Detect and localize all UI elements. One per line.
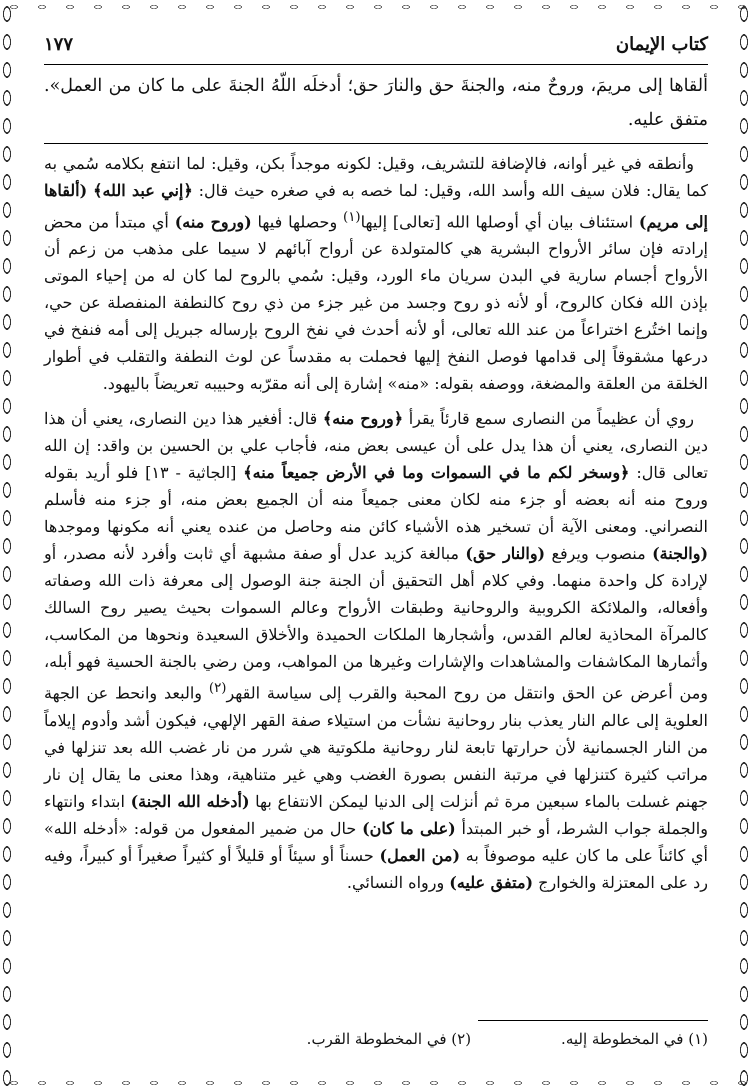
text-run: منصوب ويرفع [545,544,653,564]
text-run: ابتداء وانتهاء والجملة جواب الشرط، أو خبر المبتدأ [44,791,708,838]
text-run: روي أن عظيماً من النصارى سمع قارئاً يقرأ [403,409,695,429]
hadith-text [44,69,708,144]
commentary [44,150,708,896]
quoted-text: (على ما كان) [362,818,456,838]
footnote-1: (١) في المخطوطة إليه. [561,1030,708,1048]
book-page [44,24,708,1074]
quoted-text: ﴿إني عبد الله﴾ [93,181,193,200]
page-number: ١٧٧ [44,33,74,55]
text-run: والبعد وانحط عن الجهة العلوية إلى عالم النار يعذب بنار روحانية نشأت من استيلاء صفة القهر الإلهي، فيكون أشد وأدوم إيلاماً من النار الجسمانية لأن حرارتها تابعة لنار روحانية ملكوتية هي شرر من نار غضب الله بعد تنزلها في مراتب كثيرة كتنزلها في مرتبة النفس بصورة الغضب وهي غير متناهية، وهذا معنى ما يقال إن نار جهنم غسلت بالماء سبعين مرة ثم أنزلت إلى الدنيا ليمكن الانتفاع بها [44,683,708,811]
decorative-border-left [0,0,14,1090]
text-run: وحصلها فيها [251,212,344,232]
text-run: [الجاثية - ١٣] فلو أريد بقوله وروح منه أنه بعضه أو جزء منه لكان معنى جميعاً منه أن الجميع بعض منه، أو جزء منه فأسلم النصراني. ومعنى الآية أن تسخير هذه الأشياء كائن منه وحاصل من عنده يعني أنه مكونها وموجدها [44,463,708,537]
commentary-paragraph [44,405,708,895]
footnotes [44,1030,708,1048]
footnote-2: (٢) في المخطوطة القرب. [306,1030,472,1048]
quoted-text: ﴿وسخر لكم ما في السموات وما في الأرض جميعاً منه﴾ [243,463,630,483]
quoted-text: (متفق عليه) [449,872,534,892]
text-run: مبالغة كزيد عدل أو صفة مشبهة أي ثابت وأفرد لأنه مصدر، أو لإرادة كل واحدة منهما. وفي كلام أهل التحقيق أن الجنة جنة الوصول إلى معرفة ذات الله وصفاته وأفعاله، والملائكة الكروبية والروحانية وطبقات الأرواح وعالم السموات بحيث يصير روح السالك كالمرآة المحاذية لعالم القدس، وأشجارها الملكات الحميدة والأخلاق السعيدة ونحوها من المكاسب، وأثمارها المكاشفات والمشاهدات والإشارات وغيرها من المواهب، ومن رضي بالجنة الحسية فهو أبله، ومن أعرض عن الحق وانتقل من روح المحبة والقرب إلى سياسة القهر [44,544,709,703]
chapter-title: كتاب الإيمان [615,33,708,55]
text-run: أي مبتدأ من محض إرادته فإن سائر الأرواح البشرية هي كالمتولدة عن أرواح آبائهم لا سيما على مذهب من زعم أن الأرواح أجسام سارية في البدن سريان ماء الورد، وقيل: سُمي بالروح لما كان له من إحياء الموتى بإذن الله فكان كالروح، أو لأنه ذو روح وجسد من غير جزء من ذي روح كالنطفة المنفصلة عن حي، وإنما اختُرع اختراعاً من عند الله تعالى، أو لأنه أحدث في نفخ الروح بإرساله جبريل إلى أمه فنفخ في درعها مشقوقاً إلى قدامها فوصل النفخ إليها فحملت به مقدساً عن لوث النطفة والتقلب في أطوار الخلقة من العلقة والمضغة، ووصفه بقوله: «منه» إشارة إلى أنه مقرّبه وحبيبه تعريضاً باليهود. [44,212,708,394]
text-run: وأنطقه في غير أوانه، فالإضافة للتشريف، وقيل: لكونه موجداً بكن، وقيل: لما انتفع بكلامه سُمي به كما يقال: فلان سيف الله وأسد الله، وقيل: لما خصه به في صغره حيث قال: [44,154,708,200]
decorative-border-top [0,0,751,14]
decorative-border-bottom [0,1076,751,1090]
hadith-line-2: العمل». متفق عليه. [44,76,708,130]
text-run: استئناف بيان أي أوصلها الله [تعالى] إليها [360,212,639,232]
footnote-ref: (١) [343,210,361,225]
hadith-line-1: ألقاها إلى مريمَ، وروحٌ منه، والجنةَ حق والنارَ حق؛ أدخلَه اللّهُ الجنةَ على ما كان من [108,76,708,96]
footnote-ref: (٢) [208,681,227,697]
quoted-text: (والنار حق) [465,544,546,564]
decorative-border-right [737,0,751,1090]
quoted-text: (ألقاها إلى مريم) [44,181,708,232]
footnote-divider [478,1020,708,1021]
text-run: ورواه النسائي. [346,872,450,892]
quoted-text: ﴿وروح منه﴾ [322,409,404,429]
page-header [44,24,708,65]
quoted-text: (والجنة) [652,544,709,564]
quoted-text: (من العمل) [379,845,461,865]
commentary-paragraph [44,150,708,397]
quoted-text: (وروح منه) [174,212,252,232]
quoted-text: (أدخله الله الجنة) [130,791,250,811]
text-run: قال: أفغير هذا دين النصارى، يعني أن هذا دين النصارى، يعني أن هذا يدل على أن عيسى بعض منه، فأجاب علي بن الحسين بن واقد: إن الله تعالى قال: [44,409,709,483]
text-run: حسناً أو سيئاً أو قليلاً أو كثيراً صغيراً أو كبيراً، وفيه رد على المعتزلة والخوارج [44,845,708,892]
text-run: حال من ضمير المفعول من قوله: «أدخله الله» أي كائناً على ما كان عليه موصوفاً به [44,818,708,865]
